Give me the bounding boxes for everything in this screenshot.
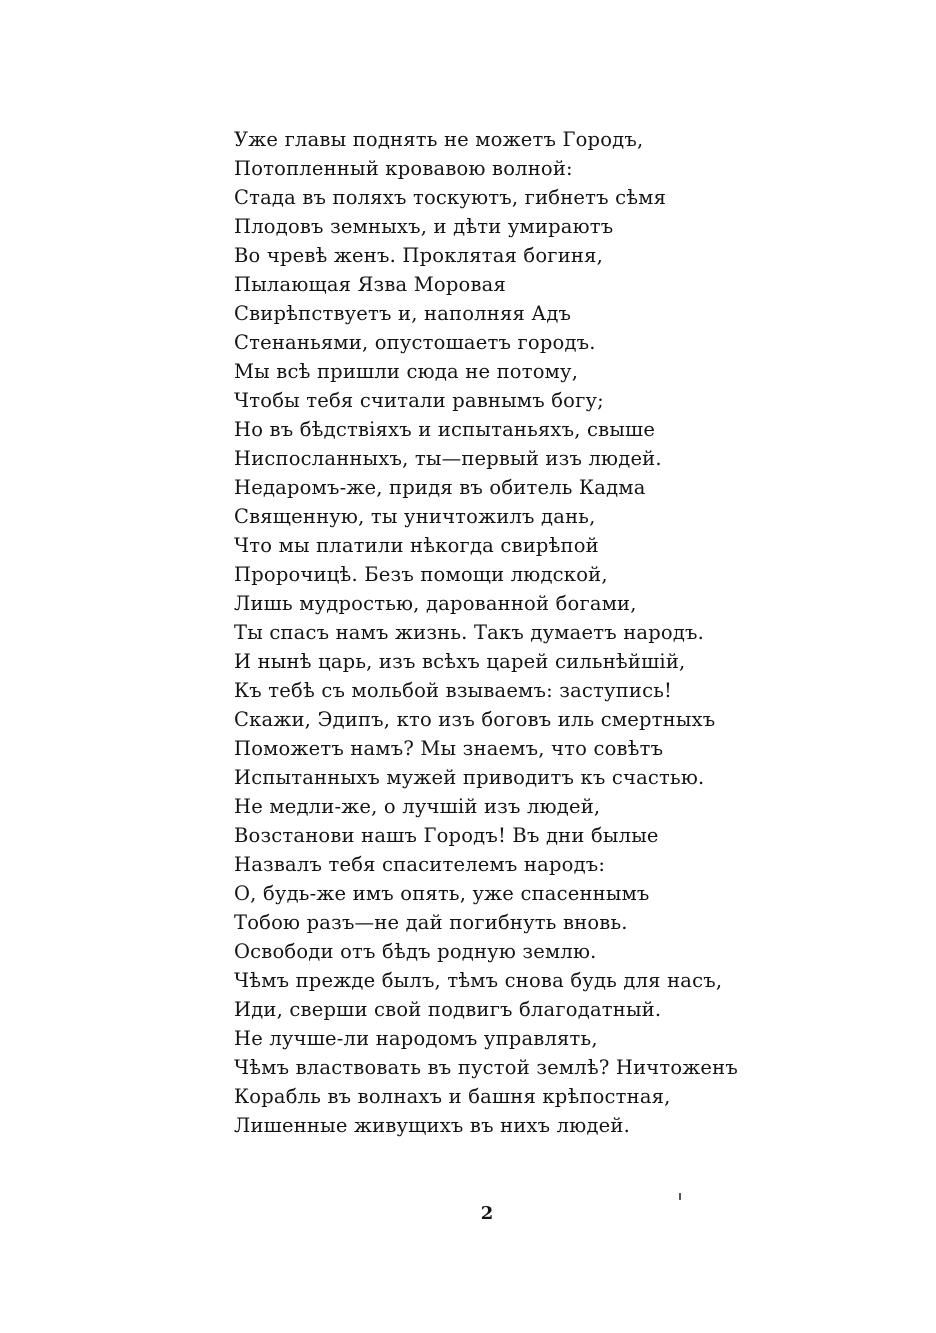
poem-line: Поможетъ намъ? Мы знаемъ, что совѣтъ — [234, 737, 664, 760]
poem-line: Стенаньями, опустошаетъ городъ. — [234, 331, 596, 354]
poem-line: Ниспосланныхъ, ты—первый изъ людей. — [234, 447, 662, 470]
poem-line: Испытанныхъ мужей приводитъ къ счастью. — [234, 766, 705, 789]
poem-line: Потопленный кровавою волной: — [234, 157, 573, 180]
poem-line: Лишь мудростью, дарованной богами, — [234, 592, 637, 615]
poem-line: Священную, ты уничтожилъ дань, — [234, 505, 596, 528]
poem-line: Мы всѣ пришли сюда не потому, — [234, 360, 579, 383]
poem-line: Свирѣпствуетъ и, наполняя Адъ — [234, 302, 572, 325]
page-number: 2 — [480, 1203, 494, 1224]
poem-line: Корабль въ волнахъ и башня крѣпостная, — [234, 1085, 671, 1108]
poem-line: Недаромъ-же, придя въ обитель Кадма — [234, 476, 646, 499]
poem-line: Во чревѣ женъ. Проклятая богиня, — [234, 244, 604, 267]
poem-line: Чтобы тебя считали равнымъ богу; — [234, 389, 604, 412]
poem-line: Освободи отъ бѣдъ родную землю. — [234, 940, 597, 963]
print-speck — [679, 1193, 681, 1200]
poem-line: Возстанови нашъ Городъ! Въ дни былые — [234, 824, 659, 847]
poem-line: Не медли-же, о лучшій изъ людей, — [234, 795, 601, 818]
poem-line: Ты спасъ намъ жизнь. Такъ думаетъ народъ. — [234, 621, 705, 644]
poem-line: Не лучше-ли народомъ управлять, — [234, 1027, 598, 1050]
poem-line: Но въ бѣдствіяхъ и испытаньяхъ, свыше — [234, 418, 656, 441]
poem-line: Тобою разъ—не дай погибнуть вновь. — [234, 911, 628, 934]
poem-line: Пылающая Язва Моровая — [234, 273, 506, 296]
poem-line: Къ тебѣ съ мольбой взываемъ: заступись! — [234, 679, 673, 702]
poem-line: Уже главы поднять не можетъ Городъ, — [234, 128, 644, 151]
poem-text — [234, 125, 794, 1140]
poem-line: Иди, сверши свой подвигъ благодатный. — [234, 998, 662, 1021]
poem-line: И нынѣ царь, изъ всѣхъ царей сильнѣйшій, — [234, 650, 686, 673]
poem-line: О, будь-же имъ опять, уже спасеннымъ — [234, 882, 650, 905]
poem-line: Стада въ поляхъ тоскуютъ, гибнетъ сѣмя — [234, 186, 667, 209]
poem-line: Плодовъ земныхъ, и дѣти умираютъ — [234, 215, 614, 238]
poem-line: Скажи, Эдипъ, кто изъ боговъ иль смертныхъ — [234, 708, 716, 731]
poem-line: Чѣмъ прежде былъ, тѣмъ снова будь для насъ, — [234, 969, 723, 992]
poem-line: Назвалъ тебя спасителемъ народъ: — [234, 853, 606, 876]
poem-line: Пророчицѣ. Безъ помощи людской, — [234, 563, 608, 586]
poem-line: Лишенные живущихъ въ нихъ людей. — [234, 1114, 630, 1137]
poem-line: Чѣмъ властвовать въ пустой землѣ? Ничтоженъ — [234, 1056, 738, 1079]
poem-line: Что мы платили нѣкогда свирѣпой — [234, 534, 599, 557]
